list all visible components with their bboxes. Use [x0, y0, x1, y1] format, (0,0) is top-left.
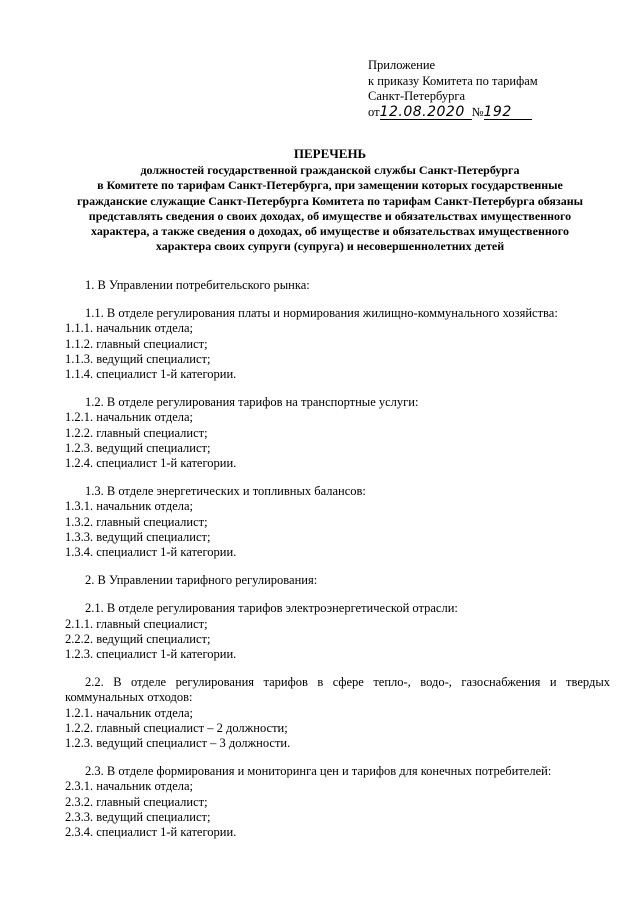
subsection-title: 2.3. В отделе формирования и мониторинга цен и тарифов для конечных потребителей:: [85, 764, 552, 779]
date-prefix: от: [368, 104, 380, 119]
list-item: 1.2.4. специалист 1-й категории.: [65, 456, 237, 471]
list-item: 1.2.1. начальник отдела;: [65, 410, 193, 425]
list-item: 1.1.3. ведущий специалист;: [65, 351, 211, 366]
document-body: [65, 278, 610, 840]
heading-line: гражданские служащие Санкт-Петербурга Комитета по тарифам Санкт-Петербурга обязаны: [76, 193, 583, 208]
heading-line: должностей государственной гражданской службы Санкт-Петербурга: [140, 163, 520, 178]
subsection-title: 2.2. В отделе регулирования тарифов в сфере тепло-, водо-, газоснабжения и твердых: [85, 675, 610, 690]
heading-line: характера, а также сведения о доходах, об имуществе и обязательствах имущественного: [91, 224, 569, 239]
list-item: 1.2.1. начальник отдела;: [65, 705, 193, 720]
list-item: 1.2.3. специалист 1-й категории.: [65, 647, 237, 662]
number-value: 192: [484, 105, 532, 120]
section-title: 1. В Управлении потребительского рынка:: [85, 278, 310, 292]
document-heading: [60, 146, 600, 254]
list-item: 1.2.2. главный специалист – 2 должности;: [65, 720, 288, 735]
list-item: 2.3.2. главный специалист;: [65, 794, 208, 809]
list-item: 1.3.1. начальник отдела;: [65, 499, 193, 514]
annex-city: Санкт-Петербурга: [368, 89, 466, 103]
list-item: 1.1.2. главный специалист;: [65, 336, 208, 351]
heading-line: характера своих супруги (супруга) и несовершеннолетних детей: [155, 239, 505, 254]
annex-title: Приложение: [368, 58, 436, 72]
list-item: 1.3.3. ведущий специалист;: [65, 529, 211, 544]
subsection-title: 1.3. В отделе энергетических и топливных балансов:: [85, 484, 366, 499]
subsection-title-continued: коммунальных отходов:: [65, 690, 193, 705]
list-item: 1.2.3. ведущий специалист;: [65, 440, 211, 455]
date-value: 12.08.2020: [380, 105, 472, 120]
annex-block: [368, 58, 608, 120]
heading-line: в Комитете по тарифам Санкт-Петербурга, при замещении которых государственные: [97, 178, 563, 193]
heading-title: ПЕРЕЧЕНЬ: [293, 146, 367, 161]
subsection-title: 1.1. В отделе регулирования платы и нормирования жилищно-коммунального хозяйства:: [85, 306, 558, 321]
list-item: 2.3.4. специалист 1-й категории.: [65, 825, 237, 840]
list-item: 1.1.1. начальник отдела;: [65, 321, 193, 336]
list-item: 2.2.2. ведущий специалист;: [65, 631, 211, 646]
subsection-title: 1.2. В отделе регулирования тарифов на транспортные услуги:: [85, 395, 419, 410]
annex-date-number-line: [368, 105, 608, 121]
heading-line: представлять сведения о своих доходах, об имуществе и обязательствах имущественного: [88, 208, 572, 223]
list-item: 1.3.4. специалист 1-й категории.: [65, 545, 237, 560]
list-item: 2.1.1. главный специалист;: [65, 616, 208, 631]
list-item: 1.2.3. ведущий специалист – 3 должности.: [65, 736, 291, 751]
list-item: 1.1.4. специалист 1-й категории.: [65, 367, 237, 382]
subsection-title: 2.1. В отделе регулирования тарифов электроэнергетической отрасли:: [85, 601, 458, 616]
section-title: 2. В Управлении тарифного регулирования:: [85, 573, 318, 588]
list-item: 2.3.3. ведущий специалист;: [65, 809, 211, 824]
number-prefix: №: [471, 104, 484, 119]
annex-order-ref: к приказу Комитета по тарифам: [368, 73, 538, 88]
list-item: 2.3.1. начальник отдела;: [65, 779, 193, 794]
list-item: 1.3.2. главный специалист;: [65, 514, 208, 529]
list-item: 1.2.2. главный специалист;: [65, 425, 208, 440]
